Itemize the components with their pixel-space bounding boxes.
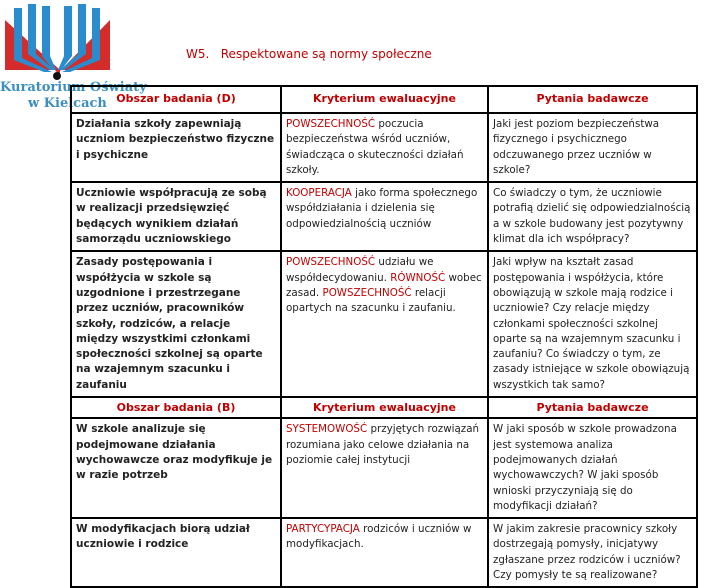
criterion-text: jako forma społecznego współdziałania i dzielenia się odpowiedzialnością uczniów — [286, 187, 478, 230]
column-header: Kryterium ewaluacyjne — [281, 86, 488, 113]
table-row — [71, 251, 697, 397]
table-row — [71, 182, 697, 251]
criterion-text: przyjętych rozwiązań rozumiana jako celowe działania na poziomie całej instytucji — [286, 423, 480, 466]
column-header: Kryterium ewaluacyjne — [281, 397, 488, 418]
column-header: Obszar badania (D) — [71, 86, 281, 113]
question-cell: Co świadczy o tym, że uczniowie potrafią dzielić się odpowiedzialnością a w szkole budowany jest pozytywny klimat dla ich współpracy? — [488, 182, 697, 251]
logo-text: w Kielcach — [28, 96, 107, 111]
criterion-text: poczucia bezpieczeństwa wśród uczniów, świadcząca o skuteczności działań szkoły. — [286, 118, 464, 176]
table-header-row — [71, 86, 697, 113]
area-cell: Działania szkoły zapewniają uczniom bezpieczeństwo fizyczne i psychiczne — [71, 113, 281, 182]
area-cell: W modyfikacjach biorą udział uczniowie i rodzice — [71, 518, 281, 587]
criterion-cell — [281, 182, 488, 251]
area-cell: Zasady postępowania i współżycia w szkole są uzgodnione i przestrzegane przez uczniów, pracowników szkoły, rodziców, a relacje między wszystkimi członkami społeczności szkolnej są oparte na wzajemnym szacunku i zaufaniu — [71, 251, 281, 397]
criterion-keyword: POWSZECHNOŚĆ — [286, 118, 376, 130]
table-row — [71, 518, 697, 587]
criterion-keyword: SYSTEMOWOŚĆ — [286, 423, 368, 436]
criterion-cell — [281, 251, 488, 397]
criterion-cell — [281, 418, 488, 518]
question-cell: W jaki sposób w szkole prowadzona jest systemowa analiza podejmowanych działań wychowawczych? W jaki sposób wnioski przyczyniają się do modyfikacji działań? — [488, 418, 697, 518]
area-cell: W szkole analizuje się podejmowane działania wychowawcze oraz modyfikuje je w razie potrzeb — [71, 418, 281, 518]
page-title: W5. Respektowane są normy społeczne — [186, 47, 432, 61]
area-cell: Uczniowie współpracują ze sobą w realizacji przedsięwzięć będących wynikiem działań samorządu uczniowskiego — [71, 182, 281, 251]
criterion-keyword: KOOPERACJA — [286, 187, 352, 200]
table-row — [71, 113, 697, 182]
column-header: Obszar badania (B) — [71, 397, 281, 418]
criterion-keyword: PARTYCYPACJA — [286, 523, 360, 536]
column-header: Pytania badawcze — [488, 86, 697, 113]
evaluation-table — [70, 85, 698, 588]
criterion-keyword: POWSZECHNOŚĆ — [286, 256, 376, 269]
question-cell: W jakim zakresie pracownicy szkoły dostrzegają pomysły, inicjatywy zgłaszane przez rodziców i uczniów? Czy pomysły te są realizowane? — [488, 518, 697, 587]
criterion-keyword: POWSZECHNOŚĆ — [322, 286, 412, 299]
criterion-text: udziału we współdecydowaniu. — [286, 256, 434, 284]
question-cell: Jaki jest poziom bezpieczeństwa fizycznego i psychicznego odczuwanego przez uczniów w szkole? — [488, 113, 697, 182]
table-header-row — [71, 397, 697, 418]
question-cell: Jaki wpływ na kształt zasad postępowania i współżycia, które obowiązują w szkole mają rodzice i uczniowie? Czy relacje między członkami społeczności szkolnej oparte są na wzajemnym szacunku i zaufaniu? Co świadczy o tym, ze zasady istniejące w szkole obowiązują wszystkich tak samo? — [488, 251, 697, 397]
criterion-cell — [281, 113, 488, 182]
criterion-text: wobec zasad. — [286, 271, 482, 299]
criterion-keyword: RÓWNOŚĆ — [390, 271, 446, 284]
table-row — [71, 418, 697, 518]
logo-text: Kuratorium Oświaty — [0, 80, 147, 95]
criterion-text: rodziców i uczniów w modyfikacjach. — [286, 523, 472, 551]
criterion-text: relacji opartych na szacunku i zaufaniu. — [286, 286, 456, 315]
criterion-cell — [281, 518, 488, 587]
column-header: Pytania badawcze — [488, 397, 697, 418]
